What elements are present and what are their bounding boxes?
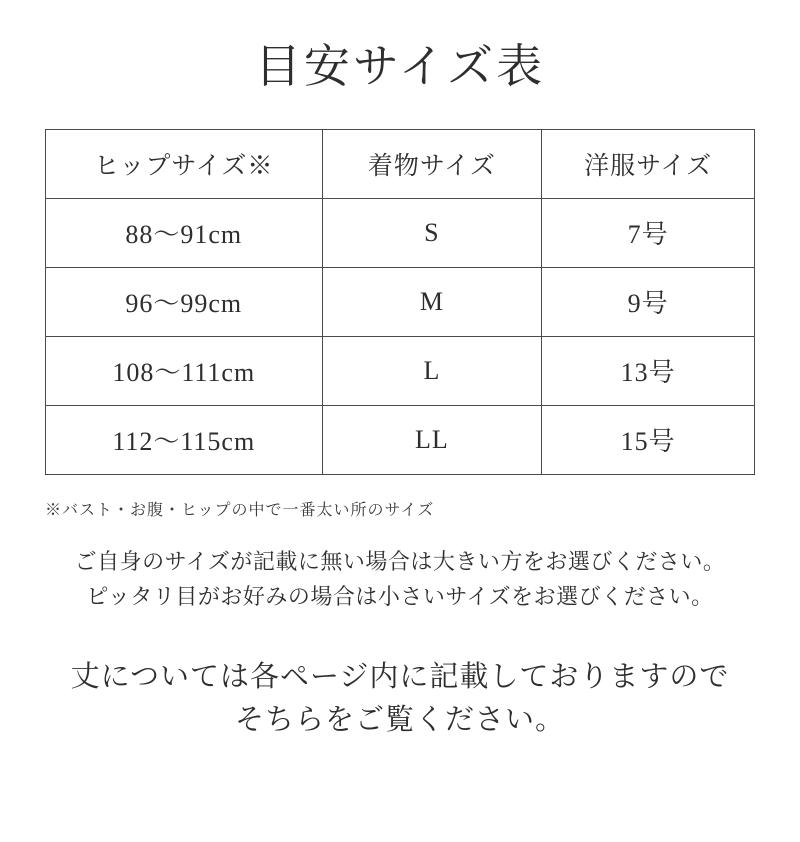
column-header-kimono-size: 着物サイズ	[322, 129, 542, 198]
footnote: ※バスト・お腹・ヒップの中で一番太い所のサイズ	[45, 501, 435, 519]
closing-block	[20, 656, 780, 743]
cell-kimono-size: S	[322, 198, 542, 267]
cell-clothing-size: 7号	[542, 198, 755, 267]
table-row	[46, 198, 755, 267]
cell-kimono-size: L	[322, 336, 542, 405]
notes-block	[35, 544, 765, 614]
cell-kimono-size: M	[322, 267, 542, 336]
column-header-hip-size: ヒップサイズ※	[46, 129, 323, 198]
table-row	[46, 336, 755, 405]
table-header-row	[46, 129, 755, 198]
size-table	[45, 129, 755, 475]
cell-hip-size: 88〜91cm	[46, 198, 323, 267]
size-table-container	[45, 129, 755, 475]
cell-clothing-size: 13号	[542, 336, 755, 405]
closing-line: 丈については各ページ内に記載しておりますので	[70, 660, 730, 693]
cell-hip-size: 108〜111cm	[46, 336, 323, 405]
cell-clothing-size: 9号	[542, 267, 755, 336]
cell-kimono-size: LL	[322, 405, 542, 474]
table-row	[46, 267, 755, 336]
note-line: ピッタリ目がお好みの場合は小さいサイズをお選びください。	[86, 583, 714, 609]
cell-clothing-size: 15号	[542, 405, 755, 474]
column-header-clothing-size: 洋服サイズ	[542, 129, 755, 198]
table-row	[46, 405, 755, 474]
closing-line: そちらをご覧ください。	[234, 704, 565, 737]
table-header	[46, 129, 755, 198]
size-chart-page	[0, 42, 800, 842]
page-title: 目安サイズ表	[254, 41, 546, 92]
note-line: ご自身のサイズが記載に無い場合は大きい方をお選びください。	[74, 548, 726, 574]
cell-hip-size: 112〜115cm	[46, 405, 323, 474]
table-body	[46, 198, 755, 474]
cell-hip-size: 96〜99cm	[46, 267, 323, 336]
